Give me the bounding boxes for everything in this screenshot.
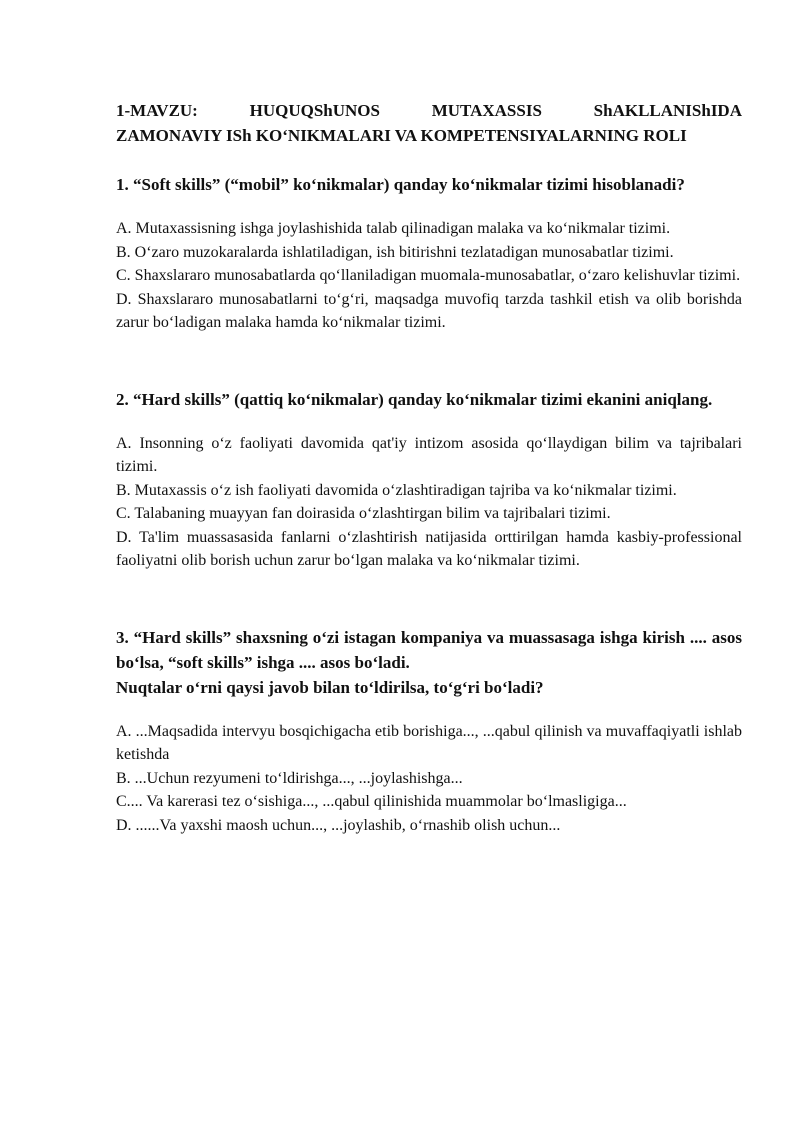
- option-b: B. O‘zaro muzokaralarda ishlatiladigan, ish bitirishni tezlatadigan munosabatlar tizimi.: [116, 243, 674, 261]
- title-line-1: 1-MAVZU: HUQUQShUNOS MUTAXASSIS ShAKLLANIShIDA: [116, 101, 742, 120]
- option-c: C. Talabaning muayyan fan doirasida o‘zlashtirgan bilim va tajribalari tizimi.: [116, 505, 611, 522]
- option-b: B. Mutaxassis o‘z ish faoliyati davomida o‘zlashtiradigan tajriba va ko‘nikmalar tizimi.: [116, 481, 677, 499]
- option-c: C. Shaxslararo munosabatlarda qo‘llaniladigan muomala-munosabatlar, o‘zaro kelishuvlar tizimi.: [116, 267, 741, 284]
- question-3-options: [116, 720, 742, 838]
- option-b: B. ...Uchun rezyumeni to‘ldirishga..., ...joylashishga...: [116, 769, 463, 787]
- question-2-options: [116, 432, 742, 573]
- title-line-2: ZAMONAVIY ISh KO‘NIKMALARI VA KOMPETENSIYALARNING ROLI: [116, 126, 687, 145]
- question-1-options: [116, 217, 742, 335]
- option-a: A. Mutaxassisning ishga joylashishida talab qilinadigan malaka va ko‘nikmalar tizimi.: [116, 220, 671, 237]
- question-2: 2. “Hard skills” (qattiq ko‘nikmalar) qanday ko‘nikmalar tizimi ekanini aniqlang.: [116, 389, 713, 409]
- document-title: [116, 98, 742, 148]
- option-d: D. Ta'lim muassasasida fanlarni o‘zlashtirish natijasida orttirilgan hamda kasbiy-professional faoliyatni olib borish uchun zarur bo‘lgan malaka va ko‘nikmalar tizimi.: [116, 528, 742, 569]
- option-d: D. Shaxslararo munosabatlarni to‘g‘ri, maqsadga muvofiq tarzda tashkil etish va olib borishda zarur bo‘ladigan malaka hamda ko‘nikmalar tizimi.: [116, 290, 742, 331]
- option-a: A. Insonning o‘z faoliyati davomida qat'iy intizom asosida qo‘llaydigan bilim va tajribalari tizimi.: [116, 434, 742, 475]
- question-3-instruction: Nuqtalar o‘rni qaysi javob bilan to‘ldirilsa, to‘g‘ri bo‘ladi?: [116, 677, 544, 697]
- question-1: 1. “Soft skills” (“mobil” ko‘nikmalar) qanday ko‘nikmalar tizimi hisoblanadi?: [116, 175, 685, 194]
- document-body: [116, 98, 742, 837]
- question-3: 3. “Hard skills” shaxsning o‘zi istagan kompaniya va muassasaga ishga kirish .... asos bo‘lsa, “soft skills” ishga .... asos bo‘ladi.: [116, 627, 742, 672]
- option-a: A. ...Maqsadida intervyu bosqichigacha etib borishiga..., ...qabul qilinish va muvaffaqiyatli ishlab ketishda: [116, 722, 742, 763]
- option-d: D. ......Va yaxshi maosh uchun..., ...joylashib, o‘rnashib olish uchun...: [116, 816, 561, 834]
- option-c: C.... Va karerasi tez o‘sishiga..., ...qabul qilinishida muammolar bo‘lmasligiga...: [116, 793, 627, 810]
